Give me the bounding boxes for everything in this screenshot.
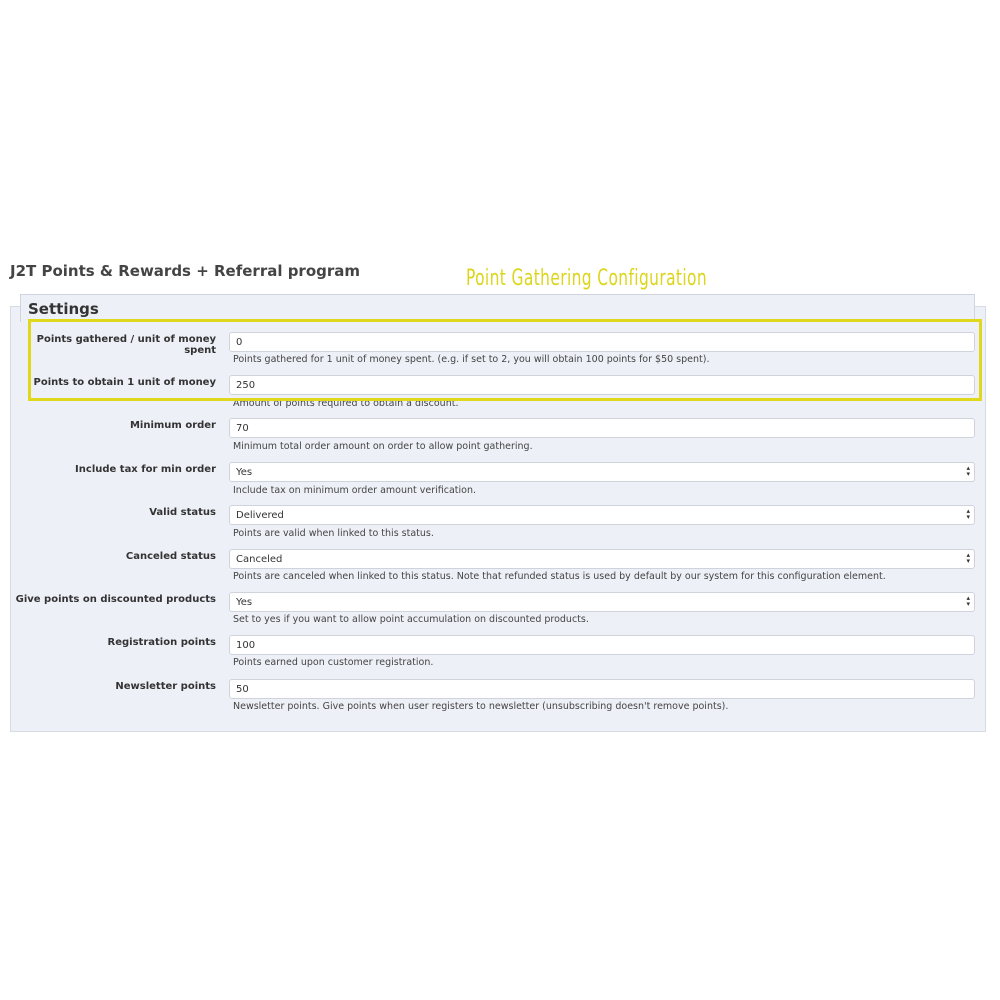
discounted-products-select[interactable]: Yes ▴ ▾ <box>229 592 975 612</box>
label-include-tax: Include tax for min order <box>75 464 216 475</box>
points-gathered-input[interactable]: 0 <box>229 332 975 352</box>
label-registration-points: Registration points <box>107 637 216 648</box>
help-minimum-order: Minimum total order amount on order to allow point gathering. <box>233 441 533 452</box>
label-points-to-obtain: Points to obtain 1 unit of money <box>33 377 216 388</box>
minimum-order-input[interactable]: 70 <box>229 418 975 438</box>
module-title: J2T Points & Rewards + Referral program <box>10 262 361 280</box>
help-canceled-status: Points are canceled when linked to this status. Note that refunded status is used by default by our system for this configuration element. <box>233 571 886 582</box>
points-to-obtain-input[interactable]: 250 <box>229 375 975 395</box>
label-minimum-order: Minimum order <box>129 420 216 431</box>
canceled-status-select[interactable]: Canceled ▴ ▾ <box>229 549 975 569</box>
label-newsletter-points: Newsletter points <box>115 681 216 692</box>
valid-status-select[interactable]: Delivered ▴ ▾ <box>229 505 975 525</box>
include-tax-select[interactable]: Yes ▴ ▾ <box>229 462 975 482</box>
settings-panel-heading <box>20 294 975 322</box>
help-discounted-products: Set to yes if you want to allow point accumulation on discounted products. <box>233 614 589 625</box>
label-canceled-status: Canceled status <box>125 551 216 562</box>
label-points-gathered: Points gathered / unit of money spent <box>36 334 216 356</box>
highlight-box <box>28 319 982 401</box>
label-discounted-products: Give points on discounted products <box>15 594 216 605</box>
help-valid-status: Points are valid when linked to this status. <box>233 528 434 539</box>
settings-heading: Settings <box>28 300 99 318</box>
help-registration-points: Points earned upon customer registration. <box>233 657 434 668</box>
help-points-gathered: Points gathered for 1 unit of money spent. (e.g. if set to 2, you will obtain 100 points for $50 spent). <box>233 354 710 365</box>
newsletter-points-input[interactable]: 50 <box>229 679 975 699</box>
annotation-label: Point Gathering Configuration <box>466 266 708 291</box>
help-newsletter-points: Newsletter points. Give points when user registers to newsletter (unsubscribing doesn't remove points). <box>233 701 729 712</box>
registration-points-input[interactable]: 100 <box>229 635 975 655</box>
help-include-tax: Include tax on minimum order amount verification. <box>233 485 477 496</box>
label-valid-status: Valid status <box>149 507 216 518</box>
help-points-to-obtain: Amount of points required to obtain a discount. <box>233 398 459 409</box>
